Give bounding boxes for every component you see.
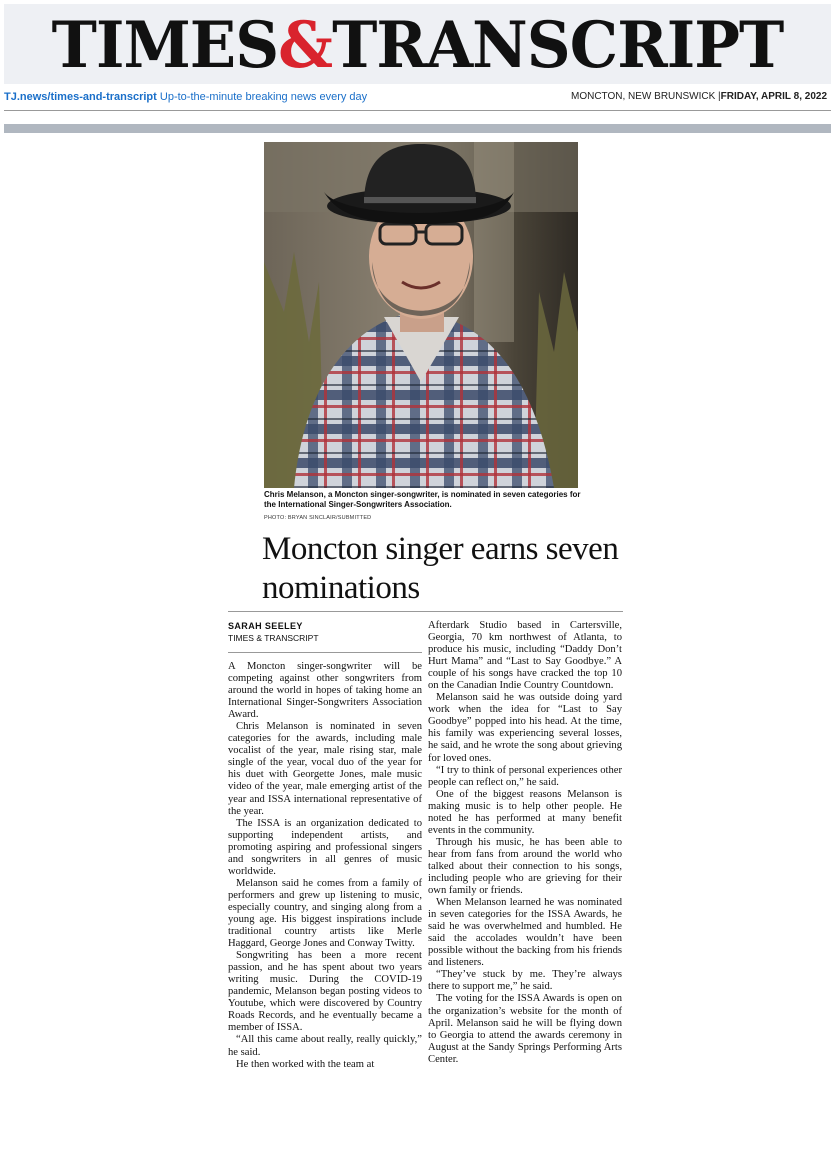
article-paragraph: A Moncton singer-songwriter will be competing against other songwriters from around the world in hopes of taking home an International Singer-Songwriters Association Award.	[228, 661, 422, 721]
article-paragraph: Melanson said he comes from a family of performers and grew up listening to music, especially country, and singing along from a young age. His biggest inspirations include traditional country artists like Merle Haggard, George Jones and Conway Twitty.	[228, 877, 422, 950]
byline-rule	[228, 652, 422, 653]
dateline-bar	[4, 86, 831, 108]
issue-date: FRIDAY, APRIL 8, 2022	[720, 91, 827, 102]
portrait-illustration	[264, 142, 578, 488]
article-paragraph: He then worked with the team at	[236, 1058, 375, 1070]
headline: Moncton singer earns seven nominations	[262, 531, 619, 606]
dateline-separator: |	[718, 91, 721, 102]
site-url: TJ.news/times-and-transcript	[4, 91, 157, 103]
author-byline: SARAH SEELEY	[228, 621, 303, 631]
article-paragraph: Melanson said he was outside doing yard work when the idea for “Last to Say Goodbye” popped into his head. At the time, his family was experiencing several losses, he said, and he wrote the song about grieving for loved ones.	[428, 692, 622, 764]
site-info	[4, 86, 367, 108]
article-column-left	[228, 620, 422, 1071]
article-column-right	[428, 620, 622, 1066]
article-paragraph: “All this came about really, really quickly,” he said.	[228, 1034, 422, 1058]
site-tagline: Up-to-the-minute breaking news every day	[159, 91, 368, 103]
photo-credit: PHOTO: BRYAN SINCLAIR/SUBMITTED	[264, 515, 372, 521]
article-paragraph: “I try to think of personal experiences other people can reflect on,” he said.	[428, 764, 622, 788]
article-paragraph: When Melanson learned he was nominated in seven categories for the ISSA Awards, he said he was overwhelmed and humbled. He said the accolades wouldn’t have been possible without the backing from his friends and listeners.	[428, 897, 622, 969]
portrait-photo	[264, 142, 578, 488]
title-part-times: TIMES	[51, 8, 279, 83]
title-part-transcript: TRANSCRIPT	[332, 8, 784, 83]
masthead-rule	[4, 110, 831, 111]
title-ampersand: &	[278, 8, 333, 83]
article-paragraph: The voting for the ISSA Awards is open on the organization’s website for the month of April. Melanson said he will be flying down to Georgia to attend the awards ceremony in August at the Sandy Springs Performing Arts Center.	[428, 993, 622, 1065]
article-paragraph: The ISSA is an organization dedicated to supporting independent artists, and promoting aspiring and professional singers and songwriters in all genres of music worldwide.	[228, 817, 422, 877]
left-paragraphs	[228, 661, 422, 1071]
article-paragraph: Songwriting has been a more recent passion, and he has spent about two years writing music. During the COVID-19 pandemic, Melanson began posting videos to Youtube, which were discovered by Country Roads Records, and he eventually became a member of ISSA.	[228, 950, 422, 1034]
article-paragraph: One of the biggest reasons Melanson is making music is to help other people. He noted he has performed at many benefit events in the community.	[428, 788, 622, 836]
headline-rule	[228, 611, 623, 612]
section-bar	[4, 124, 831, 133]
issue-info	[571, 86, 827, 108]
photo-caption: Chris Melanson, a Moncton singer-songwriter, is nominated in seven categories for the International Singer-Songwriters Association.	[264, 490, 581, 509]
masthead	[4, 4, 831, 84]
article-paragraph: Through his music, he has been able to hear from fans from around the world who talked about their connection to his songs, including people who are grieving for their own family or friends.	[428, 836, 622, 897]
right-paragraphs	[428, 620, 622, 1066]
article-paragraph: Chris Melanson is nominated in seven categories for the awards, including male vocalist of the year, male rising star, male single of the year, vocal duo of the year for his duet with Georgette Jones, male music video of the year, male emerging artist of the year and ISSA international representative of the year.	[228, 721, 422, 817]
article-paragraph: Afterdark Studio based in Cartersville, Georgia, 70 km northwest of Atlanta, to produce his music, including “Daddy Don’t Hurt Mama” and “Last to Say Goodbye.” A couple of his songs have cracked the top 10 on the Canadian Indie Country Countdown.	[428, 620, 622, 692]
author-publication: TIMES & TRANSCRIPT	[228, 633, 319, 643]
newspaper-title	[25, 6, 811, 86]
location: MONCTON, NEW BRUNSWICK	[571, 91, 716, 102]
article-paragraph: “They’ve stuck by me. They’re always there to support me,” he said.	[428, 969, 622, 993]
